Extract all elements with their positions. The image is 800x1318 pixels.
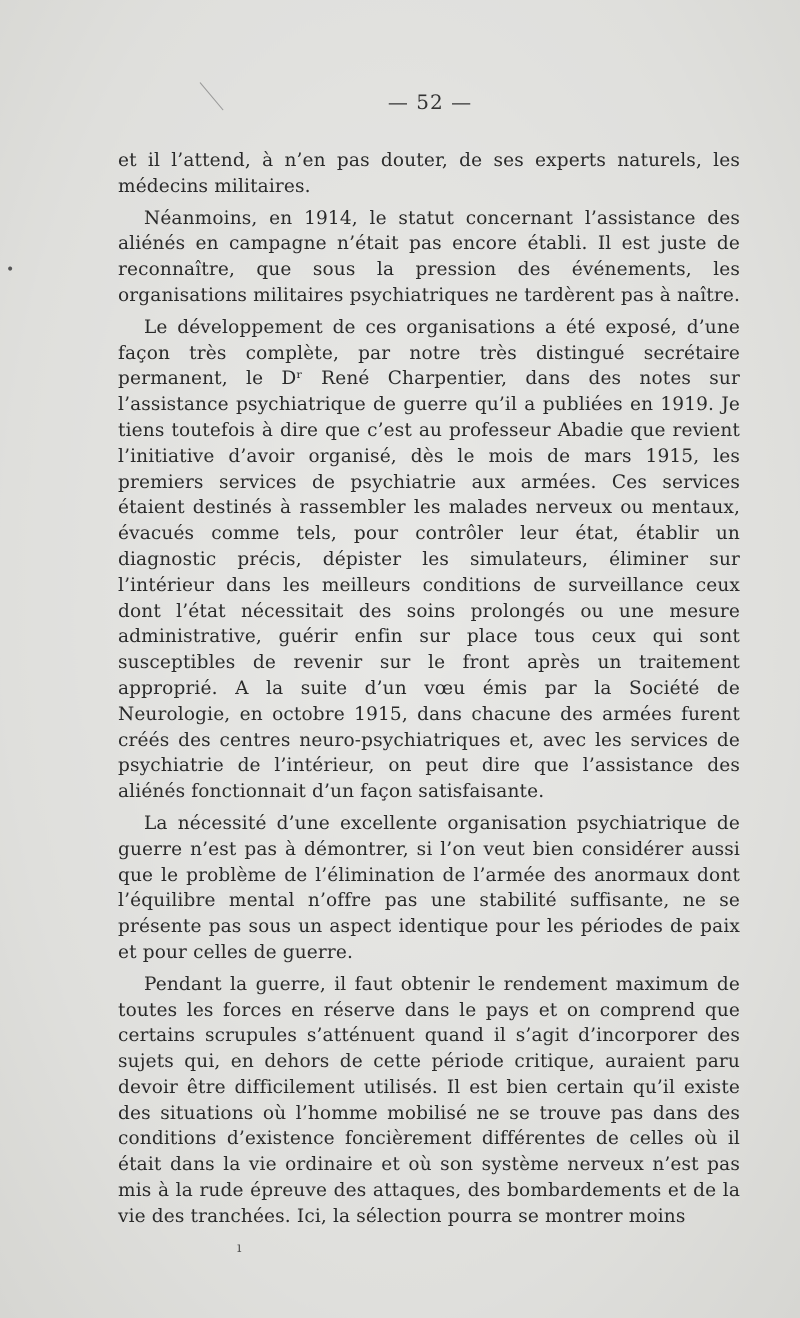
paragraph-3: Le développement de ces organisations a été exposé, d’une façon très complète, par notre très distingué secrétaire permanent, le Dʳ René Charpentier, dans des notes sur l’assistance psychiatrique de guerre qu’il a publiées en 1919. Je tiens toutefois à dire que c’est au professeur Abadie que revient l’initiative d’avoir organisé, dès le mois de mars 1915, les premiers services de psychiatrie aux armées. Ces services étaient destinés à rassembler les malades nerveux ou mentaux, évacués comme tels, pour contrôler leur état, établir un diagnostic précis, dépister les simulateurs, éliminer sur l’intérieur dans les meilleurs conditions de surveillance ceux dont l’état nécessitait des soins prolongés ou une mesure administrative, guérir enfin sur place tous ceux qui sont susceptibles de revenir sur le front après un traitement approprié. A la suite d’un vœu émis par la Société de Neurologie, en octobre 1915, dans chacune des armées furent créés des centres neuro-psychiatriques et, avec les services de psychiatrie de l’intérieur, on peut dire que l’assistance des aliénés fonctionnait d’un façon satisfaisante. — [118, 316, 740, 803]
paragraph-5: Pendant la guerre, il faut obtenir le rendement maximum de toutes les forces en réserve dans le pays et on comprend que certains scrupules s’atténuent quand il s’agit d’incorporer des sujets qui, en dehors de cette période critique, auraient paru devoir être difficilement utilisés. Il est bien certain qu’il existe des situations où l’homme mobilisé ne se trouve pas dans des conditions d’existence foncièrement différentes de celles où il était dans la vie ordinaire et où son système nerveux n’est pas mis à la rude épreuve des attaques, des bombardements et de la vie des tranchées. Ici, la sélection pourra se montrer moins — [118, 973, 740, 1227]
paragraph-4: La nécessité d’une excellente organisation psychiatrique de guerre n’est pas à démontrer, si l’on veut bien considérer aussi que le problème de l’élimination de l’armée des anormaux dont l’équilibre mental n’offre pas une stabilité suffisante, ne se présente pas sous un aspect identique pour les périodes de paix et pour celles de guerre. — [118, 812, 740, 963]
paragraph-2: Néanmoins, en 1914, le statut concernant l’assistance des aliénés en campagne n’était pas encore établi. Il est juste de reconnaître, que sous la pression des événements, les organisations militaires psychiatriques ne tardèrent pas à naître. — [118, 207, 740, 306]
page-number: — 52 — — [387, 90, 473, 114]
margin-dot: • — [6, 262, 15, 278]
body-text — [118, 148, 740, 1230]
bottom-tick-mark: ı — [237, 1240, 242, 1256]
paragraph-1: et il l’attend, à n’en pas douter, de ses experts naturels, les médecins militaires. — [118, 150, 740, 197]
